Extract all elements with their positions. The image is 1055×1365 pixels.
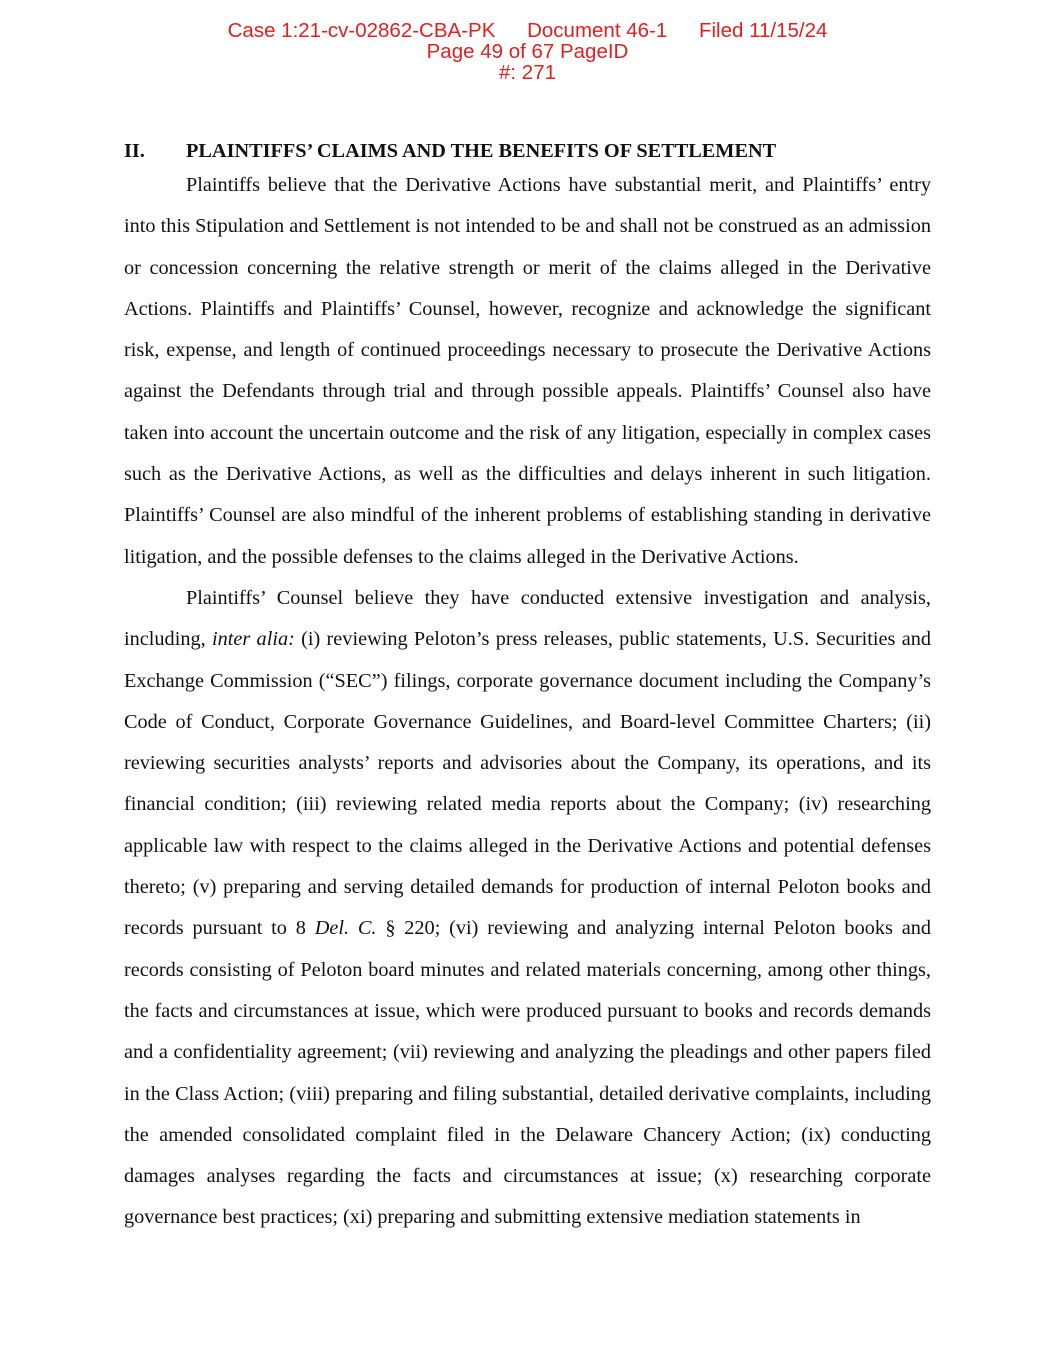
page-id: #: 271 [499,61,556,84]
case-number: Case 1:21-cv-02862-CBA-PK [227,19,496,42]
document-number: Document 46-1 [527,19,668,42]
paragraph-1: Plaintiffs believe that the Derivative Actions have substantial merit, and Plaintiffs’ entry into this Stipulation and Settlement is not intended to be and shall not be construed as an admission or concession concerning the relative strength or merit of the claims alleged in the Derivative Actions. Plaintiffs and Plaintiffs’ Counsel, however, recognize and acknowledge the significant risk, expense, and length of continued proceedings necessary to prosecute the Derivative Actions against the Defendants through trial and through possible appeals. Plaintiffs’ Counsel also have taken into account the uncertain outcome and the risk of any litigation, especially in complex cases such as the Derivative Actions, as well as the difficulties and delays inherent in such litigation. Plaintiffs’ Counsel are also mindful of the inherent problems of establishing standing in derivative litigation, and the possible defenses to the claims alleged in the Derivative Actions. [124,174,931,568]
filed-date: Filed 11/15/24 [698,19,828,42]
section-number: II. [124,140,145,162]
paragraph-2 [124,578,931,1239]
case-header [100,20,955,83]
paragraph-2-part-a: Plaintiffs’ Counsel believe they have conducted extensive investigation and analysis, including, [124,586,931,651]
paragraph-2-part-b: (i) reviewing Peloton’s press releases, public statements, U.S. Securities and Exchange Commission (“SEC”) filings, corporate governance document including the Company’s Code of Conduct, Corporate Governance Guidelines, and Board-level Committee Charters; (ii) reviewing securities analysts’ reports and advisories about the Company, its operations, and its financial condition; (iii) reviewing related media reports about the Company; (iv) researching applicable law with respect to the claims alleged in the Derivative Actions and potential defenses thereto; (v) preparing and serving detailed demands for production of internal Peloton books and records pursuant to 8 [124,628,931,940]
document-body [124,138,931,1239]
paragraph-2-italic-del-c: Del. C. [314,917,377,940]
page-number: Page 49 of 67 PageID [426,40,629,63]
paragraph-2-part-c: § 220; (vi) reviewing and analyzing internal Peloton books and records consisting of Peloton board minutes and related materials concerning, among other things, the facts and circumstances at issue, which were produced pursuant to books and records demands and a confidentiality agreement; (vii) reviewing and analyzing the pleadings and other papers filed in the Class Action; (viii) preparing and filing substantial, detailed derivative complaints, including the amended consolidated complaint filed in the Delaware Chancery Action; (ix) conducting damages analyses regarding the facts and circumstances at issue; (x) researching corporate governance best practices; (xi) preparing and submitting extensive mediation statements in [124,917,931,1229]
section-heading [124,138,931,165]
paragraph-2-italic-inter-alia: inter alia: [211,628,295,651]
section-title: PLAINTIFFS’ CLAIMS AND THE BENEFITS OF SETTLEMENT [186,140,777,162]
